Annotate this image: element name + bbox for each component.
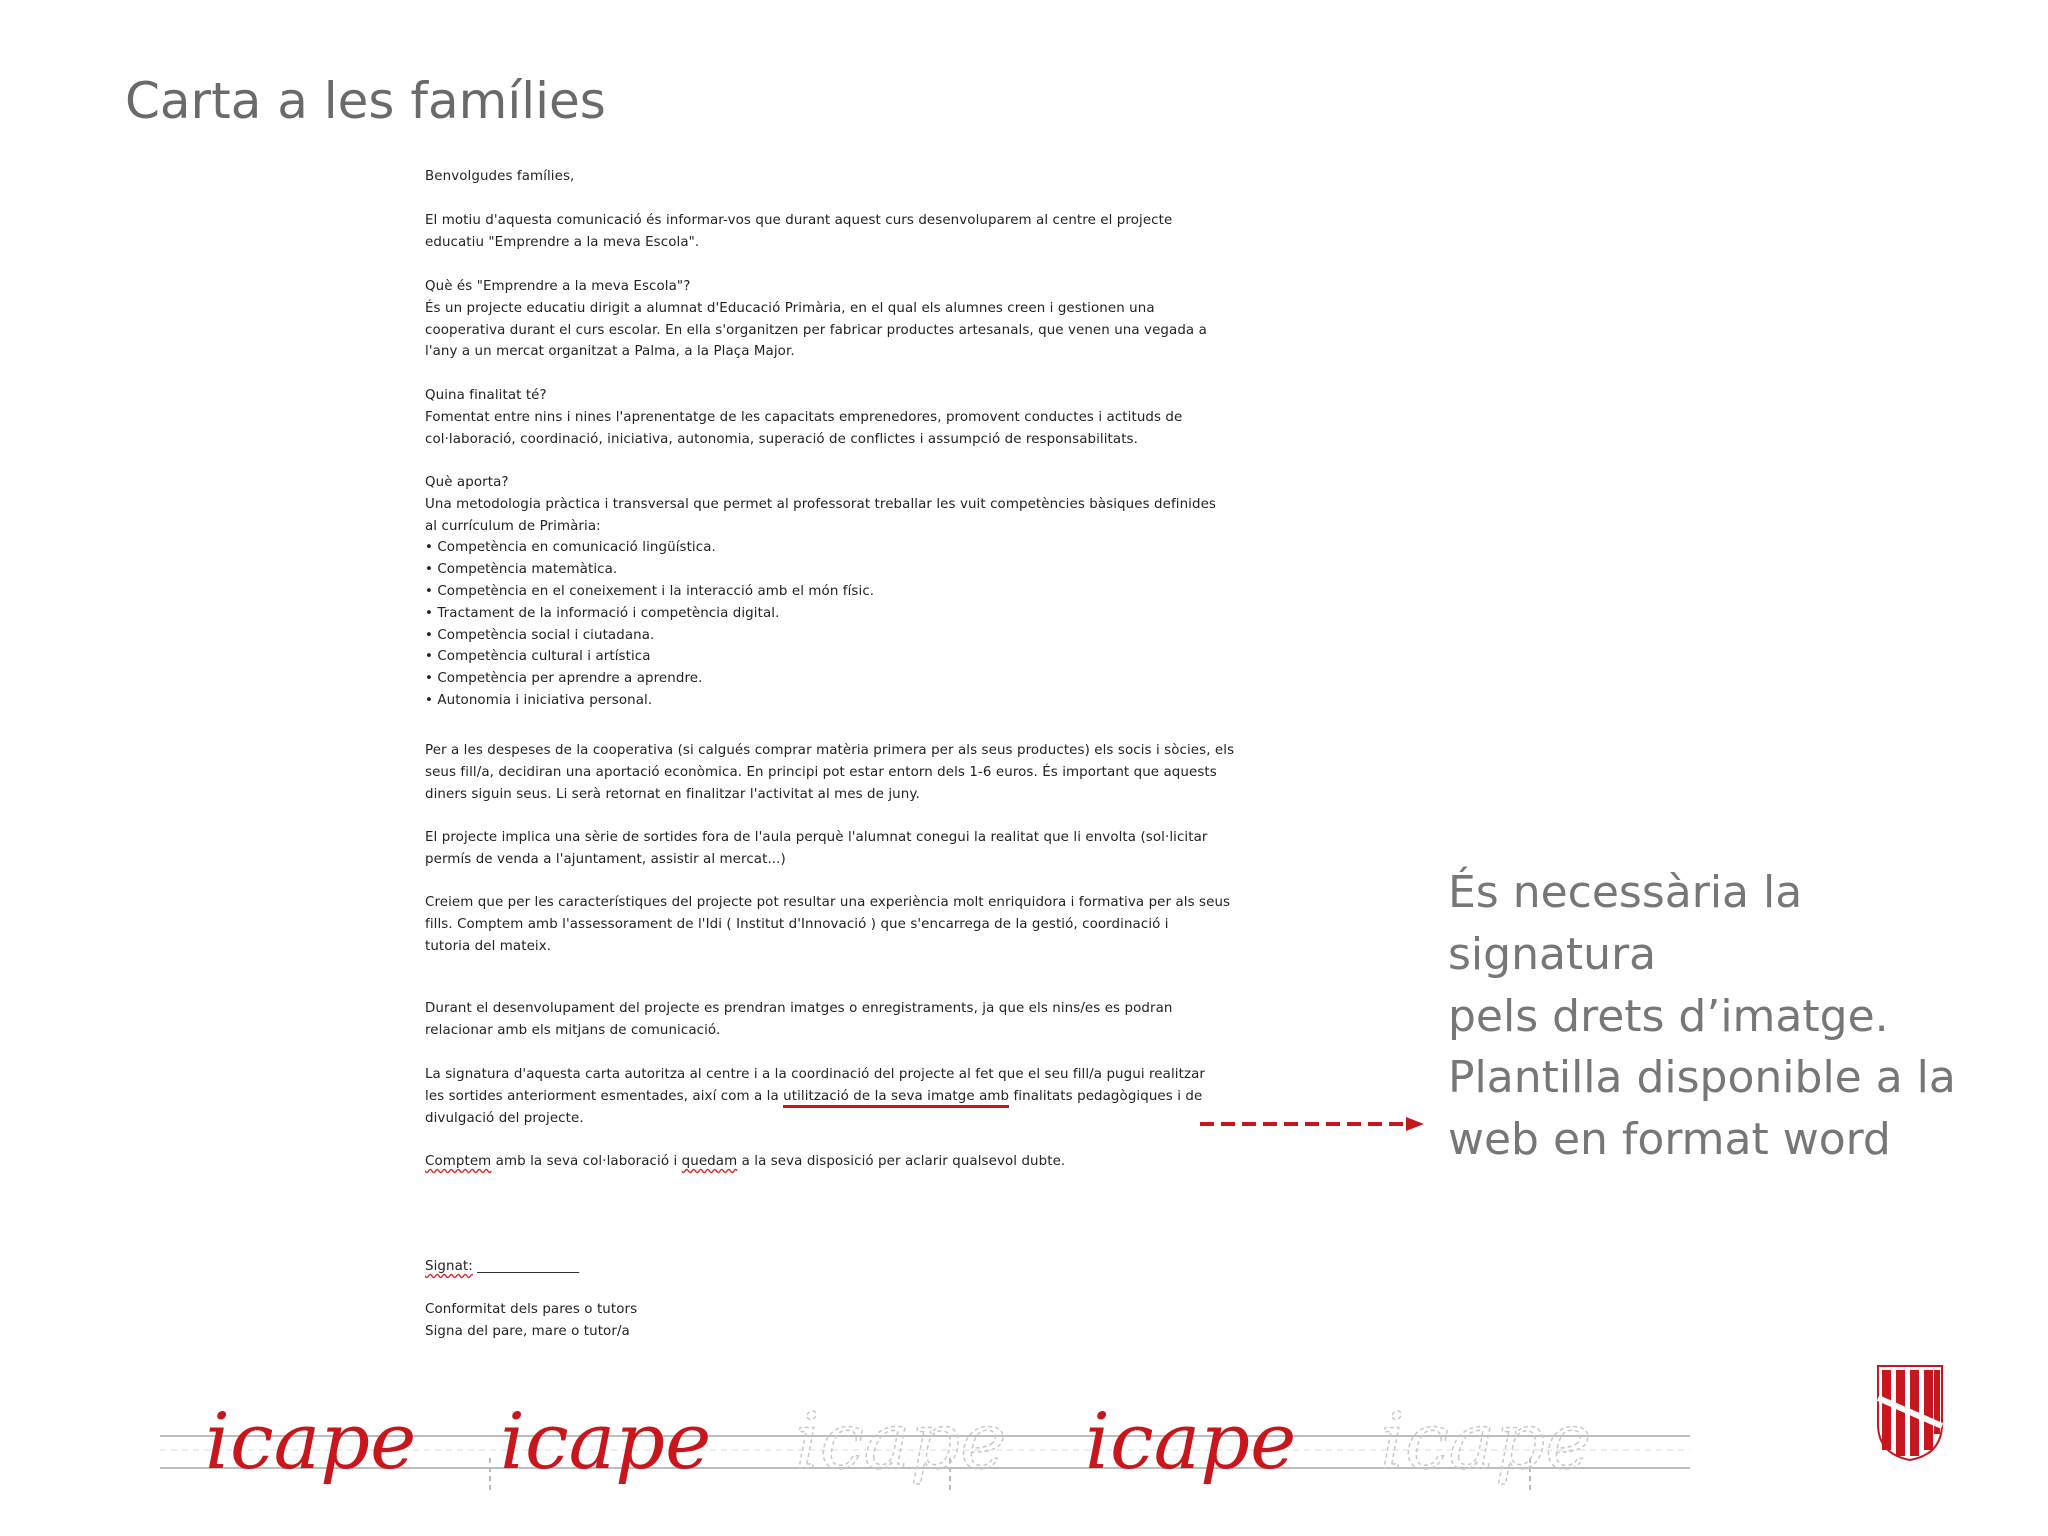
slide-title: Carta a les famílies <box>125 72 606 130</box>
list-item: • Autonomia i iniciativa personal. <box>425 692 653 708</box>
highlighted-image-rights: utilització de la seva imatge amb <box>783 1089 1009 1108</box>
list-item: • Tractament de la informació i competència digital. <box>425 605 780 621</box>
section-contribution: Què aporta? Una metodologia pràctica i transversal que permet al professorat treballar les vuit competències bàsiques definides al currículum de Primària: • Competència en comunicació lingüística. • Competència matemàtica. • Competència en el coneixement i la interacció amb el món físic. • Tractament de la informació i competència digital. • Competència social i ciutadana. • Competència cultural i artística • Competència per aprendre a aprendre. • Autonomia i iniciativa personal. <box>425 472 1265 712</box>
paragraph-images: Durant el desenvolupament del projecte es prendran imatges o enregistraments, ja que els nins/es es podran relacionar amb els mitjans de comunicació. <box>425 1001 1173 1038</box>
note-template-available: Plantilla disponible a la web en format word <box>1448 1052 1956 1165</box>
list-item: • Competència cultural i artística <box>425 649 651 665</box>
logo-word: icape <box>795 1397 1007 1487</box>
letter-greeting: Benvolgudes famílies, <box>425 169 575 184</box>
paragraph-authorization: La signatura d'aquesta carta autoritza al centre i a la coordinació del projecte al fet que el seu fill/a pugui realitzar les sortides anteriorment esmentades, així com a la utilització de la seva imatge amb finalitats pedagògiques i de divulgació del projecte. <box>425 1067 1205 1126</box>
section-purpose: Quina finalitat té? Fomentat entre nins i nines l'aprenentatge de les capacitats emprenedores, promovent conductes i actituds de col·laboració, coordinació, iniciativa, autonomia, superació de conflictes i assumpció de responsabilitats. <box>425 385 1265 450</box>
logo-word: icape <box>205 1397 417 1487</box>
list-item: • Competència en el coneixement i la interacció amb el món físic. <box>425 583 875 599</box>
logo-word: icape <box>500 1397 712 1487</box>
section-heading: Què és "Emprendre a la meva Escola"? <box>425 279 691 294</box>
list-item: • Competència per aprendre a aprendre. <box>425 671 703 687</box>
paragraph-belief: Creiem que per les característiques del projecte pot resultar una experiència molt enriquidora i formativa per als seus fills. Comptem amb l'assessorament de l'Idi ( Institut d'Innovació ) que s'encarrega de la gestió, coordinació i tutoria del mateix. <box>425 895 1231 954</box>
section-heading: Quina finalitat té? <box>425 388 547 403</box>
signed-label: Signat: <box>425 1259 473 1274</box>
icape-logo-strip <box>160 1370 1700 1500</box>
paragraph-closing: Comptem amb la seva col·laboració i quedam a la seva disposició per aclarir qualsevol dubte. <box>425 1154 1066 1169</box>
signature-line: _______________ <box>472 1259 580 1274</box>
list-item: • Competència en comunicació lingüística. <box>425 540 716 556</box>
dashed-arrow-icon <box>1198 1112 1428 1136</box>
letter-intro: El motiu d'aquesta comunicació és informar-vos que durant aquest curs desenvoluparem al centre el projecte educatiu "Emprendre a la meva Escola". <box>425 213 1173 250</box>
logo-word: icape <box>1085 1397 1297 1487</box>
logo-word: icape <box>1380 1397 1592 1487</box>
section-what-is: Què és "Emprendre a la meva Escola"? És un projecte educatiu dirigit a alumnat d'Educació Primària, en el qual els alumnes creen i gestionen una cooperativa durant el curs escolar. En ella s'organitzen per fabricar productes artesanals, que venen una vegada a l'any a un mercat organitzat a Palma, a la Plaça Major. <box>425 276 1265 363</box>
list-item: • Competència social i ciutadana. <box>425 627 655 643</box>
paragraph-costs: Per a les despeses de la cooperativa (si calgués comprar matèria primera per als seus productes) els socis i sòcies, els seus fill/a, decidiran una aportació econòmica. En principi pot estar entorn dels 1-6 euros. És important que aquests diners siguin seus. Li serà retornat en finalitzar l'activitat al mes de juny. <box>425 743 1235 802</box>
paragraph-outings: El projecte implica una sèrie de sortides fora de l'aula perquè l'alumnat conegui la realitat que li envolta (sol·licitar permís de venda a l'ajuntament, assistir al mercat...) <box>425 830 1208 867</box>
note-signature-required: És necessària la signatura pels drets d’imatge. <box>1448 867 1889 1042</box>
government-seal-icon <box>1874 1362 1946 1462</box>
signature-block: Signat: _______________ Conformitat dels pares o tutors Signa del pare, mare o tutor/a <box>425 1259 638 1339</box>
list-item: • Competència matemàtica. <box>425 562 618 578</box>
section-heading: Què aporta? <box>425 475 509 490</box>
